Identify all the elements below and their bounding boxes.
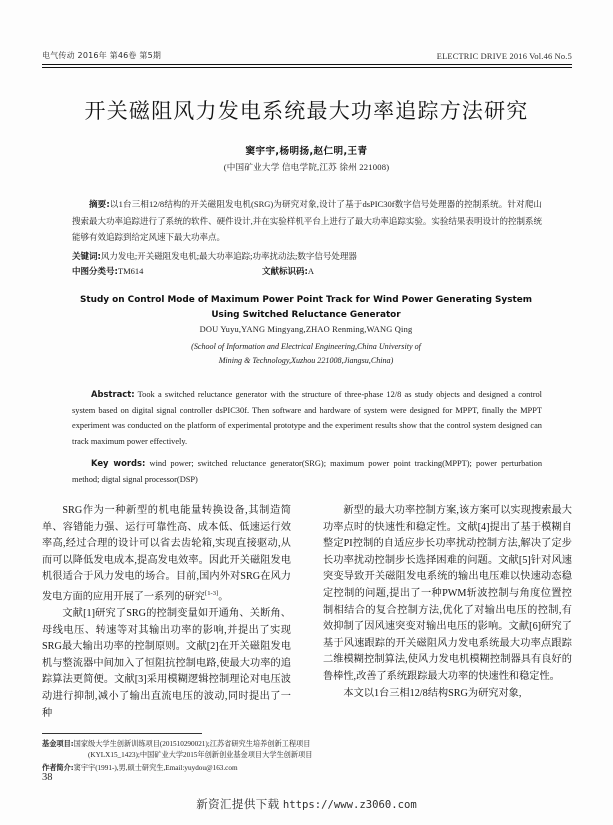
abstract-en-text: Took a switched reluctance generator with the structure of three-phase 12/8 as study objects and designed a control system based on digital signal controller dsPIC30f. Then software and hardware of system were designed for MPPT, finally the MPPT experiment was conducted on the platform of experimental prototype and the experiment results show that the control system designed can track maximum power effectively. <box>72 390 542 446</box>
affiliation-cn: (中国矿业大学 信电学院,江苏 徐州 221008) <box>223 162 390 172</box>
keywords-cn <box>72 249 542 265</box>
paragraph: 新型的最大功率控制方案,该方案可以实现搜索最大功率点时的快速性和稳定性。文献[4]提出了基于模糊自整定PI控制的自适应步长功率扰动控制方法,解决了定步长功率扰动控制步长选择困难的问题。文献[5]针对风速突变导致开关磁阻发电系统的输出电压难以快速动态稳定控制的问题,提出了一种PWM斩波控制与角度位置控制相结合的复合控制方法,优化了对输出电压的控制,有效抑制了因风速突变对输出电压的影响。文献[6]研究了基于风速跟踪的开关磁阻风力发电系统最大功率点跟踪二维模糊控制算法,使风力发电机模糊控制器具有良好的鲁棒性,改善了系统跟踪最大功率的快速性和稳定性。 <box>323 505 572 682</box>
paragraph: 本文以1台三相12/8结构SRG为研究对象, <box>343 687 522 699</box>
footnote-block <box>42 738 442 774</box>
running-head-right: ELECTRIC DRIVE 2016 Vol.46 No.5 <box>436 52 572 61</box>
keywords-en-label: Key words: <box>91 458 146 468</box>
paragraph-tail: 。 <box>218 591 229 603</box>
author-bio-line <box>42 762 442 774</box>
abstract-cn <box>72 196 542 246</box>
header-rule <box>42 64 572 68</box>
page-title-cn: 开关磁阻风力发电系统最大功率追踪方法研究 <box>84 99 529 123</box>
page-number: 38 <box>42 772 53 783</box>
keywords-cn-text: 风力发电;开关磁阻发电机;最大功率追踪;功率扰动法;数字信号处理器 <box>100 251 357 261</box>
keywords-en <box>72 456 542 487</box>
paragraph-text: SRG作为一种新型的机电能量转换设备,其制造简单、容错能力强、运行可靠性高、成本低、低速运行效率高,经过合理的设计可以省去齿轮箱,实现直接驱动,从而可以降低发电成本,提高发电效率。因此开关磁阻发电机很适合于风力发电的场合。目前,国内外对SRG在风力发电方面的应用开展了一系列的研究 <box>42 505 291 603</box>
doc-code-value: A <box>307 266 315 276</box>
authors-en: DOU Yuyu,YANG Mingyang,ZHAO Renming,WANG Qing <box>199 325 413 334</box>
body-columns <box>42 503 572 722</box>
body-column-left <box>42 503 291 722</box>
watermark-prefix: 新资汇提供下载 <box>196 799 280 811</box>
doc-code-group <box>262 264 314 280</box>
page-title-en-line1: Study on Control Mode of Maximum Power Point Track for Wind Power Generating System <box>80 295 532 305</box>
affiliation-en <box>106 340 506 368</box>
clc-group <box>72 264 262 280</box>
body-column-right <box>323 503 572 722</box>
clc-label: 中图分类号: <box>72 267 118 277</box>
watermark-url: https://www.z3060.com <box>282 799 417 811</box>
doc-code-label: 文献标识码: <box>262 267 308 277</box>
clc-value: TM614 <box>117 266 144 276</box>
running-head-left: 电气传动 2016年 第46卷 第5期 <box>42 51 162 60</box>
fund-text-1: 国家级大学生创新训练项目(201510290021);江苏省研究生培养创新工程项目 <box>73 740 311 748</box>
abstract-en-label: Abstract: <box>91 389 135 399</box>
abstract-cn-text: 以1台三相12/8结构的开关磁阻发电机(SRG)为研究对象,设计了基于dsPIC30f数字信号处理器的控制系统。针对爬山搜索最大功率追踪进行了系统的软件、硬件设计,并在实验样机平台上进行了最大功率追踪实验。实验结果表明设计的控制系统能够有效追踪到给定风速下最大功率点。 <box>72 199 542 243</box>
paragraph <box>42 503 291 606</box>
fund-label: 基金项目: <box>42 739 74 748</box>
fund-line-2: (KYLX15_1423);中国矿业大学2015年创新创业基金项目大学生创新项目 <box>88 751 313 760</box>
page-title-en <box>56 293 556 323</box>
fund-line-1 <box>42 738 442 750</box>
affiliation-en-line1: (School of Information and Electrical Engineering,China University of <box>191 342 421 351</box>
keywords-cn-label: 关键词: <box>72 252 101 262</box>
abstract-en <box>72 387 542 449</box>
footnote-rule <box>42 733 202 734</box>
download-watermark <box>0 796 613 812</box>
author-bio-label: 作者简介: <box>42 762 74 772</box>
affiliation-en-line2: Mining & Technology,Xuzhou 221008,Jiangsu,China) <box>218 356 394 365</box>
classification-row <box>72 264 542 280</box>
abstract-cn-label: 摘要: <box>89 200 110 210</box>
citation-marker: [1-3] <box>205 589 219 597</box>
running-head <box>42 50 572 61</box>
author-bio-text: 窦宇宇(1991-),男,硕士研究生,Email:yuydou@163.com <box>73 763 238 772</box>
keywords-en-text: wind power; switched reluctance generator(SRG); maximum power point tracking(MPPT); power perturbation method; digtal signal processor(DSP) <box>72 459 543 484</box>
paragraph: 文献[1]研究了SRG的控制变量如开通角、关断角、母线电压、转速等对其输出功率的影响,并提出了实现SRG最大输出功率的控制原则。文献[2]在开关磁阻发电机与整流器中间加入了恒阻抗控制电路,使最大功率的追踪算法更简便。文献[3]采用模糊逻辑控制理论对电压波动进行抑制,减小了输出直流电压的波动,同时提出了一种 <box>42 607 291 719</box>
page-title-en-line2: Using Switched Reluctance Generator <box>211 310 401 320</box>
authors-cn: 窦宇宇,杨明扬,赵仁明,王青 <box>245 146 368 157</box>
